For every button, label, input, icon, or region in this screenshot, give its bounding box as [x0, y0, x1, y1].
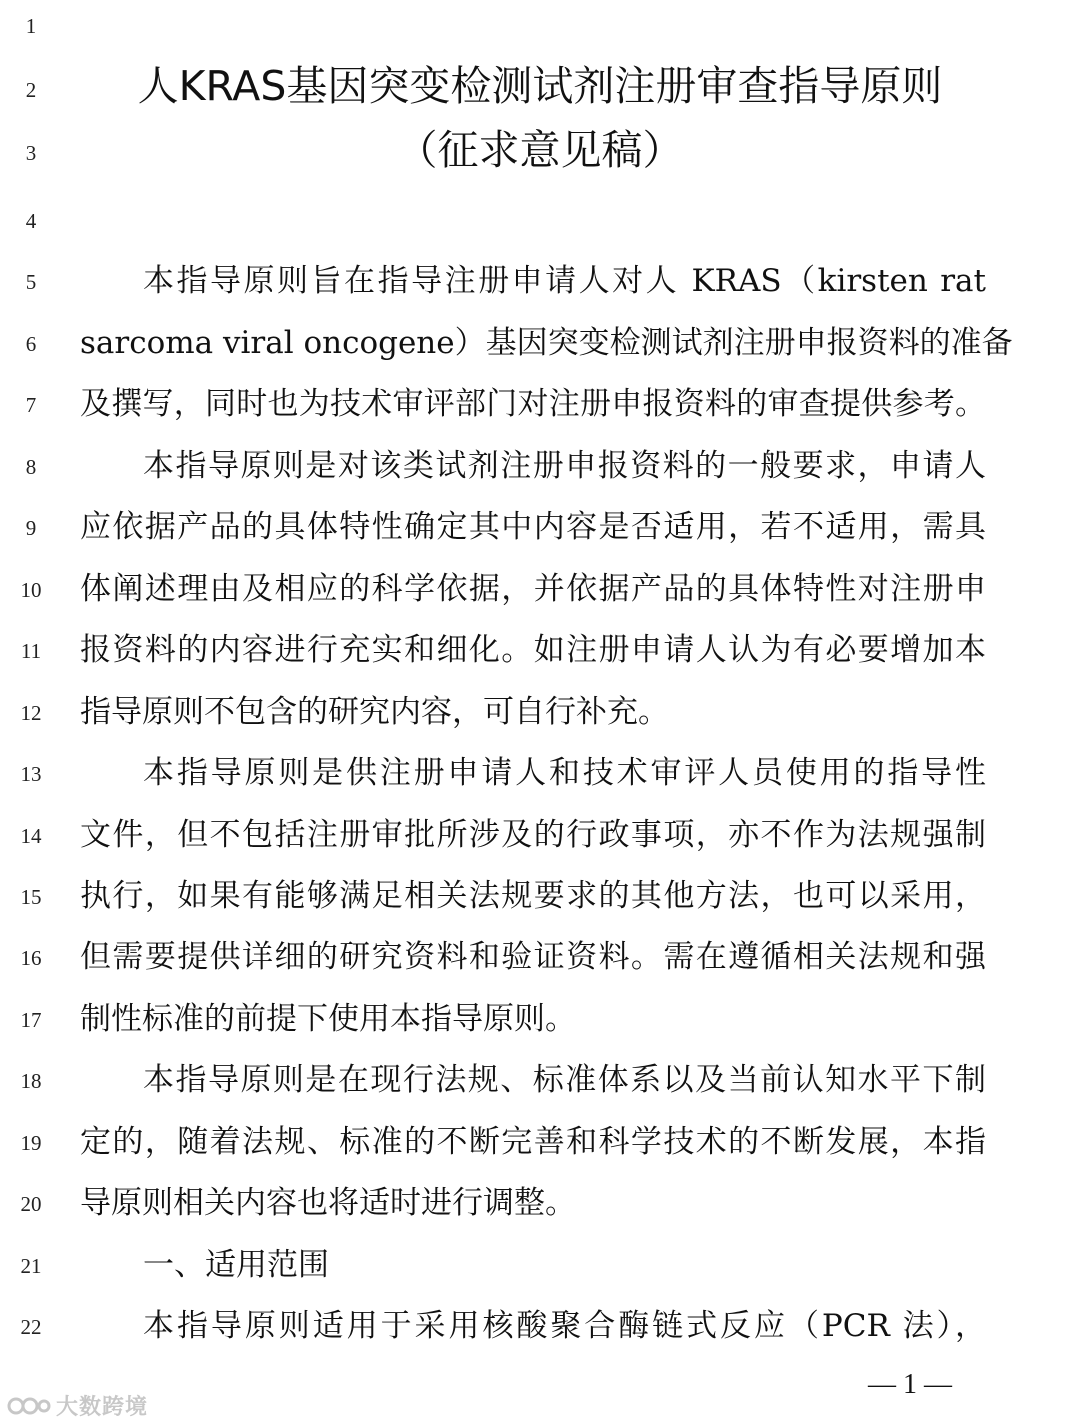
text-line-7: 及撰写，同时也为技术审评部门对注册申报资料的审查提供参考。: [80, 386, 986, 422]
line-number-19: 19: [20, 1131, 42, 1155]
text-line-14: 文件，但不包括注册审批所涉及的行政事项，亦不作为法规强制: [80, 817, 986, 853]
line-number-15: 15: [20, 885, 42, 909]
text-line-19: 定的，随着法规、标准的不断完善和科学技术的不断发展，本指: [80, 1124, 986, 1160]
line-number-5: 5: [25, 270, 37, 294]
text-line-16: 但需要提供详细的研究资料和验证资料。需在遵循相关法规和强: [80, 939, 986, 975]
text-line-22: 本指导原则适用于采用核酸聚合酶链式反应（PCR 法），: [143, 1308, 986, 1344]
watermark-text: 大数跨境: [56, 1395, 149, 1420]
text-line-12: 指导原则不包含的研究内容，可自行补充。: [80, 694, 669, 730]
line-number-11: 11: [20, 639, 42, 663]
text-line-9: 应依据产品的具体特性确定其中内容是否适用，若不适用，需具: [80, 509, 986, 545]
line-number-1: 1: [25, 14, 37, 38]
line-number-6: 6: [25, 332, 37, 356]
watermark: [6, 1390, 148, 1421]
watermark-logo-icon: [6, 1392, 52, 1420]
line-number-9: 9: [25, 516, 37, 540]
document-subtitle: （征求意见稿）: [396, 126, 684, 174]
line-number-7: 7: [25, 393, 37, 417]
line-number-20: 20: [20, 1192, 42, 1216]
line-number-18: 18: [20, 1069, 42, 1093]
text-line-17: 制性标准的前提下使用本指导原则。: [80, 1001, 576, 1037]
page-number: — 1 —: [868, 1369, 952, 1400]
text-line-11: 报资料的内容进行充实和细化。如注册申请人认为有必要增加本: [80, 632, 986, 668]
text-line-15: 执行，如果有能够满足相关法规要求的其他方法，也可以采用，: [80, 878, 986, 914]
line-number-13: 13: [20, 762, 42, 786]
line-number-22: 22: [20, 1315, 42, 1339]
text-line-13: 本指导原则是供注册申请人和技术审评人员使用的指导性: [143, 755, 986, 791]
text-line-20: 导原则相关内容也将适时进行调整。: [80, 1185, 576, 1221]
line-number-3: 3: [25, 141, 37, 165]
document-title: 人KRAS基因突变检测试剂注册审查指导原则: [137, 62, 943, 110]
line-number-4: 4: [25, 209, 37, 233]
line-number-14: 14: [20, 824, 42, 848]
line-number-8: 8: [25, 455, 37, 479]
text-line-8: 本指导原则是对该类试剂注册申报资料的一般要求，申请人: [143, 448, 986, 484]
line-number-12: 12: [20, 701, 42, 725]
text-line-6: sarcoma viral oncogene）基因突变检测试剂注册申报资料的准备: [80, 325, 1013, 361]
text-line-5: 本指导原则旨在指导注册申请人对人 KRAS（kirsten rat: [143, 263, 986, 299]
line-number-2: 2: [25, 78, 37, 102]
line-number-16: 16: [20, 946, 42, 970]
line-number-10: 10: [20, 578, 42, 602]
line-number-21: 21: [20, 1254, 42, 1278]
section-heading-scope: 一、适用范围: [143, 1247, 329, 1283]
text-line-18: 本指导原则是在现行法规、标准体系以及当前认知水平下制: [143, 1062, 986, 1098]
line-number-17: 17: [20, 1008, 42, 1032]
text-line-10: 体阐述理由及相应的科学依据，并依据产品的具体特性对注册申: [80, 571, 986, 607]
